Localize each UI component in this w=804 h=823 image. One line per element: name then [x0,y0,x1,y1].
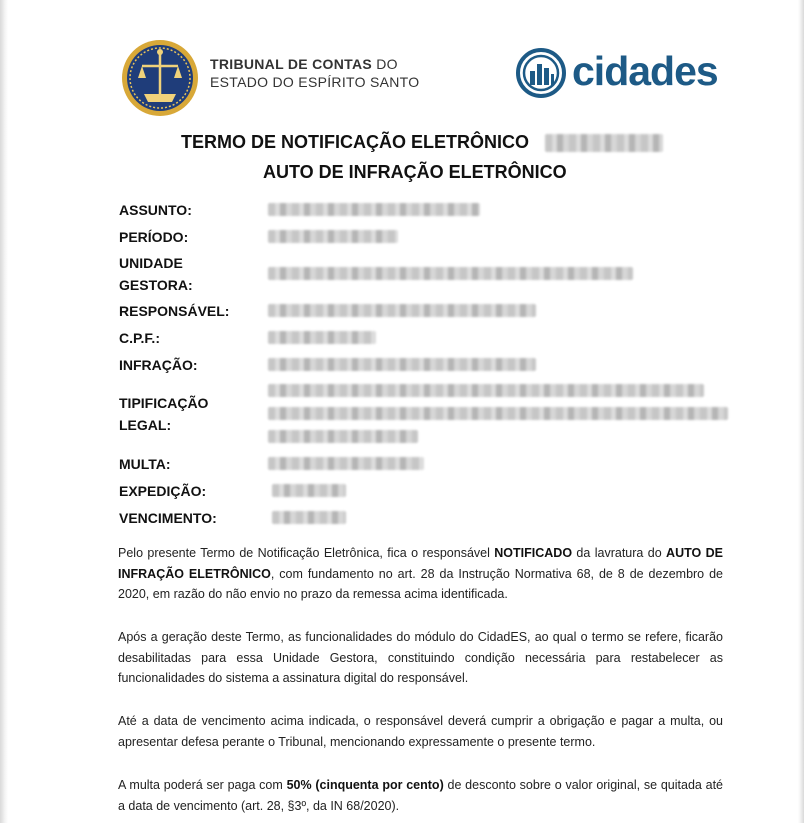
page-shadow-right [798,0,804,823]
value-tipificacao-redacted-2 [268,407,728,420]
label-vencimento: VENCIMENTO: [119,510,217,526]
p1-text-e: , com fundamento no art. 28 da Instrução Normativa 68, de 8 de dezembro de 2020, em razão do não envio no prazo da remessa acima identificada. [118,566,723,601]
page-shadow-left [0,0,8,823]
org-name-suffix: DO [372,56,398,72]
org-name-line2: ESTADO DO ESPÍRITO SANTO [210,74,420,90]
value-periodo-redacted [268,230,398,243]
label-multa: MULTA: [119,456,171,472]
p4-discount: 50% (cinquenta por cento) [286,778,444,792]
org-name-bold: TRIBUNAL DE CONTAS [210,56,372,72]
value-vencimento-redacted [272,511,346,524]
paragraph-notification [118,543,723,605]
value-unidade-redacted [268,267,633,280]
p1-text-a: Pelo presente Termo de Notificação Eletrônica, fica o responsável [118,546,495,560]
p1-notificado: NOTIFICADO [494,546,573,560]
value-assunto-redacted [268,203,480,216]
value-responsavel-redacted [268,304,536,317]
label-infracao: INFRAÇÃO: [119,357,198,373]
label-legal: LEGAL: [119,417,172,433]
tce-org-name [210,55,419,91]
label-assunto: ASSUNTO: [119,202,192,218]
p4-text-c: de desconto sobre o valor original, se quitada até a data de vencimento (art. 28, §3º, da IN 68/2020). [118,778,723,813]
label-cpf: C.P.F.: [119,330,160,346]
label-responsavel: RESPONSÁVEL: [119,303,230,319]
tce-seal-logo [120,38,200,118]
cidades-wordmark: cidades [572,48,718,94]
value-infracao-redacted [268,358,536,371]
notification-title: TERMO DE NOTIFICAÇÃO ELETRÔNICO [181,132,529,152]
cidades-logo-icon [515,47,567,99]
paragraph-deadline: Até a data de vencimento acima indicada, o responsável deverá cumprir a obrigação e pagar a multa, ou apresentar defesa perante o Tribunal, mencionando expressamente o presente termo. [118,714,723,749]
value-cpf-redacted [268,331,376,344]
p1-text-c: da lavratura do [572,546,667,560]
p4-text-a: A multa poderá ser paga com [118,778,287,792]
p1-auto-infracao: AUTO DE INFRAÇÃO ELETRÔNICO [118,546,723,581]
label-periodo: PERÍODO: [119,229,189,245]
value-tipificacao-redacted-3 [268,430,418,443]
infraction-title: AUTO DE INFRAÇÃO ELETRÔNICO [263,162,567,182]
value-tipificacao-redacted-1 [268,384,704,397]
paragraph-functionalities: Após a geração deste Termo, as funcionalidades do módulo do CidadES, ao qual o termo se refere, ficarão desabilitadas para essa Unidade Gestora, constituindo condição necessária para restabelecer as funcionalidades do sistema a assinatura digital do responsável. [118,630,723,685]
value-multa-redacted [268,457,424,470]
paragraph-discount [118,775,723,816]
value-expedicao-redacted [272,484,346,497]
label-unidade: UNIDADE [119,255,183,271]
redacted-notice-number [545,134,663,152]
label-expedicao: EXPEDIÇÃO: [119,483,207,499]
label-gestora: GESTORA: [119,277,193,293]
label-tipificacao: TIPIFICAÇÃO [119,395,209,411]
